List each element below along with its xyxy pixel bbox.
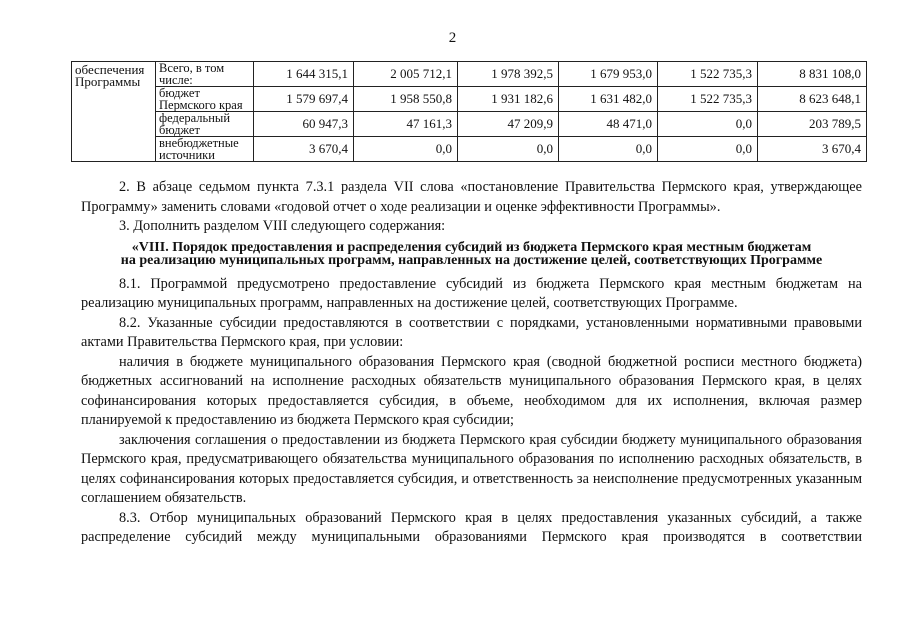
table-row <box>72 137 867 162</box>
section-heading-line-1: «VIII. Порядок предоставления и распределения субсидий из бюджета Пермского края местным бюджетам <box>131 239 812 255</box>
condition-agreement: заключения соглашения о предоставлении из бюджета Пермского края субсидии бюджету муниципального образования Пермского края, предусматривающего обязательства муниципального образования по исполнению расходных обязательств, в целях софинансирования которых предоставляется субсидия, и ответственность за неисполнение предусмотренных указанным соглашением обязательств. <box>81 431 862 506</box>
total-cell: 3 670,4 <box>758 137 867 162</box>
source-cell: федеральный бюджет <box>156 112 254 137</box>
budget-table <box>71 61 867 162</box>
value-cell: 1 522 735,3 <box>658 87 758 112</box>
value-cell: 0,0 <box>354 137 458 162</box>
value-cell: 1 978 392,5 <box>458 62 559 87</box>
value-cell: 47 209,9 <box>458 112 559 137</box>
value-cell: 1 679 953,0 <box>559 62 658 87</box>
table-row <box>72 62 867 87</box>
paragraph-amendment-2: 2. В абзаце седьмом пункта 7.3.1 раздела VII слова «постановление Правительства Пермского края, утверждающее Программу» заменить словами «годовой отчет о ходе реализации и оценке эффективности Программы». <box>81 179 862 215</box>
page-number: 2 <box>448 30 457 46</box>
value-cell: 3 670,4 <box>254 137 354 162</box>
value-cell: 0,0 <box>458 137 559 162</box>
value-cell: 47 161,3 <box>354 112 458 137</box>
value-cell: 1 644 315,1 <box>254 62 354 87</box>
source-cell: Всего, в том числе: <box>156 62 254 87</box>
value-cell: 2 005 712,1 <box>354 62 458 87</box>
paragraph-8-1: 8.1. Программой предусмотрено предоставление субсидий из бюджета Пермского края местным бюджетам на реализацию муниципальных программ, направленных на достижение целей, соответствующих Программе. <box>81 275 862 311</box>
paragraph-8-2: 8.2. Указанные субсидии предоставляются в соответствии с порядками, установленными нормативными правовыми актами Правительства Пермского края, при условии: <box>81 314 862 350</box>
value-cell: 60 947,3 <box>254 112 354 137</box>
total-cell: 8 831 108,0 <box>758 62 867 87</box>
value-cell: 48 471,0 <box>559 112 658 137</box>
source-cell: бюджет Пермского края <box>156 87 254 112</box>
table-row <box>72 112 867 137</box>
document-body <box>81 178 862 548</box>
source-cell: внебюджетные источники <box>156 137 254 162</box>
value-cell: 0,0 <box>559 137 658 162</box>
table-row <box>72 87 867 112</box>
value-cell: 1 958 550,8 <box>354 87 458 112</box>
value-cell: 1 931 182,6 <box>458 87 559 112</box>
total-cell: 203 789,5 <box>758 112 867 137</box>
total-cell: 8 623 648,1 <box>758 87 867 112</box>
section-heading-line-2: на реализацию муниципальных программ, направленных на достижение целей, соответствующих Программе <box>120 253 823 268</box>
row-group-label: обеспечения Программы <box>72 62 156 162</box>
value-cell: 1 579 697,4 <box>254 87 354 112</box>
value-cell: 0,0 <box>658 137 758 162</box>
paragraph-amendment-3: 3. Дополнить разделом VIII следующего содержания: <box>119 218 446 234</box>
paragraph-8-3: 8.3. Отбор муниципальных образований Пермского края в целях предоставления указанных субсидий, а также распределение субсидий между муниципальными образованиями Пермского края производятся в соответствии <box>81 509 862 545</box>
section-heading <box>81 241 862 268</box>
value-cell: 1 631 482,0 <box>559 87 658 112</box>
value-cell: 1 522 735,3 <box>658 62 758 87</box>
value-cell: 0,0 <box>658 112 758 137</box>
condition-budget-allocations: наличия в бюджете муниципального образования Пермского края (сводной бюджетной росписи местного бюджета) бюджетных ассигнований на исполнение расходных обязательств муниципального образования Пермского края, в целях софинансирования которых предоставляется субсидия, в объеме, необходимом для их исполнения, включая размер планируемой к предоставлению из бюджета Пермского края субсидии; <box>81 353 862 428</box>
